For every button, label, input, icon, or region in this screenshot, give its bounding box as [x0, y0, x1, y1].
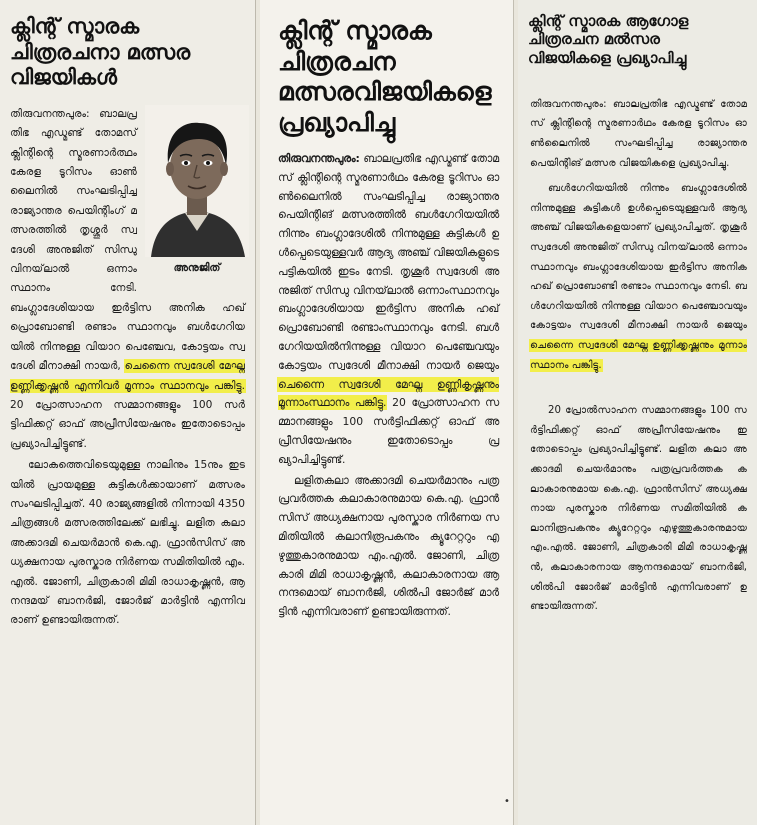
clipping-3-p2-text: ബൾഗേറിയയിൽ നിന്നും ബംഗ്ലാദേശിൽ നിന്നുമുള്ള കുട്ടികൾ ഉൾപ്പെടെയുള്ളവർ ആദ്യ അഞ്ച് വിജയികളെയാണ് പ്രഖ്യാപിച്ചത്. തൃശൂർ സ്വദേശി അനുജിത് സിന്ധു വിനയ്‌ലാൽ ഒന്നാം സ്ഥാനവും ബംഗ്ലാദേശിയായ ഇർട്ടിസ അനിക ഹഖ് പ്രൊബോണ്ടി രണ്ടാം സ്ഥാനവും നേടി. ബൾഗേറിയയിൽ നിന്നുള്ള വിയാറ പെഞ്ചോവയും കോട്ടയം സ്വദേശി മീനാക്ഷി നായർ ജെയും: [530, 183, 747, 332]
portrait-photo: [145, 105, 249, 278]
portrait-image: [145, 105, 249, 257]
clipping-1-headline: ക്ലിന്റ് സ്മാരക ചിത്രരചനാ മത്സര വിജയികൾ: [10, 14, 191, 90]
clipping-2-p1-tail: 20 പ്രോത്സാഹന സമ്മാനങ്ങളും 100 സർട്ടിഫിക്കറ്റ് ഓഫ് അപ്രീസിയേഷനും ഇതോടൊപ്പം പ്രഖ്യാപിച്ചിട്ടുണ്ട്.: [278, 396, 499, 466]
clipping-2-highlighted-text: ചെന്നൈ സ്വദേശി മേഘ്ന ഉണ്ണികൃഷ്ണനും മൂന്നാംസ്ഥാനം പങ്കിട്ടു.: [278, 377, 499, 410]
clipping-3-paragraph-3: 20 പ്രോൽസാഹന സമ്മാനങ്ങളും 100 സർട്ടിഫിക്കറ്റ് ഓഫ് അപ്രീസിയേഷനും ഇതോടൊപ്പം പ്രഖ്യാപിച്ചിട്ടുണ്ട്. ലളിത കലാ അക്കാദമി ചെയർമാനും പത്രപ്രവർത്തക കലാകാരനുമായ കെ.എ. ഫ്രാൻസിസ് അധ്യക്ഷനായ പുരസ്കാര നിർണയ സമിതിയിൽ കലാനിരൂപകനും ക്യൂറേറ്ററും എഴുത്തുകാരനുമായ എം.എൽ. ജോണി, ചിത്രകാരി മിമി രാധാകൃഷ്ണൻ, കലാകാരനായ ആനന്ദമൊയ് ബാനർജി, ശിൽപി ജോർജ് മാർട്ടിൻ എന്നിവരാണ് ഉണ്ടായിരുന്നത്.: [530, 405, 747, 613]
boy-portrait-icon: [145, 105, 249, 257]
clipping-3-highlighted-text: ചെന്നൈ സ്വദേശി മേഘ്ന ഉണ്ണിക്കൃഷ്ണനും മൂന്നാം സ്ഥാനം പങ്കിട്ടു.: [530, 340, 747, 371]
news-clipping-2: [260, 0, 514, 825]
clipping-2-paragraph-1: [278, 150, 499, 470]
clipping-1-paragraph-2: ലോകത്തെവിടെയുമുള്ള നാലിനും 15നും ഇടയിൽ പ്രായമുള്ള കുട്ടികൾക്കായാണ് മത്സരം സംഘടിപ്പിച്ചത്. 40 രാജ്യങ്ങളിൽ നിന്നായി 4350 ചിത്രങ്ങൾ മത്സരത്തിലേക്ക് ലഭിച്ചു. ലളിത കലാ അക്കാദമി ചെയർമാൻ കെ.എ. ഫ്രാൻസിസ് അധ്യക്ഷനായ പുരസ്കാര നിർണയ സമിതിയിൽ എം.എൽ. ജോണി, ചിത്രകാരി മിമി രാധാകൃഷ്ണൻ, ആനന്ദമയ് ബാനർജി, ജോർജ് മാർട്ടിൻ എന്നിവരാണ് ഉണ്ടായിരുന്നത്.: [10, 459, 245, 627]
clipping-3-paragraph-2: [530, 179, 747, 375]
clipping-3-body: [528, 95, 747, 617]
clipping-2-p1-text: ബാലപ്രതിഭ എഡ്മണ്ട് തോമസ് ക്ലിന്റിന്റെ സ്മരണാർഥം കേരള ടൂറിസം ഓൺലൈനിൽ സംഘടിപ്പിച്ച രാജ്യാന്തര പെയിന്റിങ് മത്സരത്തിൽ ബൾഗേറിയയിൽനിന്നും ബംഗ്ലാദേശിൽ നിന്നുമുള്ള കുട്ടികൾ ഉൾപ്പെടെയുള്ളവർ ആദ്യ അഞ്ച് വിജയികളുടെ പട്ടികയിൽ ഇടം നേടി. തൃശൂർ സ്വദേശി അനുജിത് സിന്ധു വിനയ്‌ലാൽ ഒന്നാംസ്ഥാനവും ബംഗ്ലാദേശിയായ ഇർട്ടിസ അനിക ഹഖ് പ്രൊബോണ്ടി രണ്ടാംസ്ഥാനവും നേടി. ബൾഗേറിയയിൽനിന്നുള്ള വിയാറ പെഞ്ചേവയും കോട്ടയം സ്വദേശി മീനാക്ഷി നായർ ജെയും: [278, 152, 499, 372]
end-dot: •: [504, 796, 510, 807]
clipping-1-body: [10, 105, 245, 631]
clipping-2-body: [270, 150, 503, 622]
news-clipping-3: [518, 0, 757, 825]
clipping-1-highlighted-text: ചെന്നൈ സ്വദേശി മേഘ്ന ഉണ്ണിക്കൃഷ്ണൻ എന്നിവർ മൂന്നാം സ്ഥാനവും പങ്കിട്ടു.: [10, 360, 245, 392]
clipping-2-dateline: തിരുവനന്തപുരം:: [278, 152, 360, 165]
clipping-3-paragraph-1: തിരുവനന്തപുരം: ബാലപ്രതിഭ എഡ്മണ്ട് തോമസ് ക്ലിന്റിന്റെ സ്മരണാർഥം കേരള ടൂറിസം ഓൺലൈനിൽ സംഘടിപ്പിച്ച രാജ്യാന്തര പെയിന്റിങ് മത്സര വിജയികളെ പ്രഖ്യാപിച്ചു.: [530, 98, 747, 169]
clipping-3-headline: ക്ലിന്റ് സ്മാരക ആഗോള ചിത്രരചന മൽസര വിജയികളെ പ്രഖ്യാപിച്ചു: [528, 12, 689, 67]
portrait-caption: അനുജിത്: [173, 261, 221, 274]
clipping-1-p1-tail: 20 പ്രോത്സാഹന സമ്മാനങ്ങളും 100 സർട്ടിഫിക്കറ്റ് ഓഫ് അപ്രീസിയേഷനും ഇതോടൊപ്പം പ്രഖ്യാപിച്ചിട്ടുണ്ട്.: [10, 398, 245, 450]
news-clipping-1: [0, 0, 256, 825]
clipping-1-p1-text: തിരുവനന്തപുരം: ബാലപ്രതിഭ എഡ്മണ്ട് തോമസ് ക്ലിന്റിന്റെ സ്മരണാർത്ഥം കേരള ടൂറിസം ഓൺലൈനിൽ സംഘടിപ്പിച്ച രാജ്യാന്തര പെയിന്റിംഗ് മത്സരത്തിൽ തൃശ്ശൂർ സ്വദേശി അനുജിത് സിന്ധു വിനയ്‌ലാൽ ഒന്നാം സ്ഥാനം നേടി. ബംഗ്ലാദേശിയായ ഇർട്ടിസ അനിക ഹഖ് പ്രൊബോണ്ടി രണ്ടാം സ്ഥാനവും ബൾഗേറിയയിൽ നിന്നുള്ള വിയാറ പെഞ്ചേവ, കോട്ടയം സ്വദേശി മീനാക്ഷി നായർ,: [10, 107, 245, 373]
clipping-2-headline: ക്ലിന്റ് സ്മാരക ചിത്രരചന മത്സരവിജയികളെ പ്രഖ്യാപിച്ചു: [278, 16, 492, 137]
clipping-2-paragraph-2: ലളിതകലാ അക്കാദമി ചെയർമാനും പത്രപ്രവർത്തക കലാകാരനുമായ കെ.എ. ഫ്രാൻസിസ് അധ്യക്ഷനായ പുരസ്കാര നിർണയ സമിതിയിൽ കലാനിരൂപകനും ക്യൂറേറ്ററും എഴുത്തുകാരനുമായ എം.എൽ. ജോണി, ചിത്രകാരി മിമി രാധാകൃഷ്ണൻ, കലാകാരനായ ആനന്ദമൊയ് ബാനർജി, ശിൽപി ജോർജ് മാർട്ടിൻ എന്നിവരാണ് ഉണ്ടായിരുന്നത്.: [278, 473, 499, 619]
